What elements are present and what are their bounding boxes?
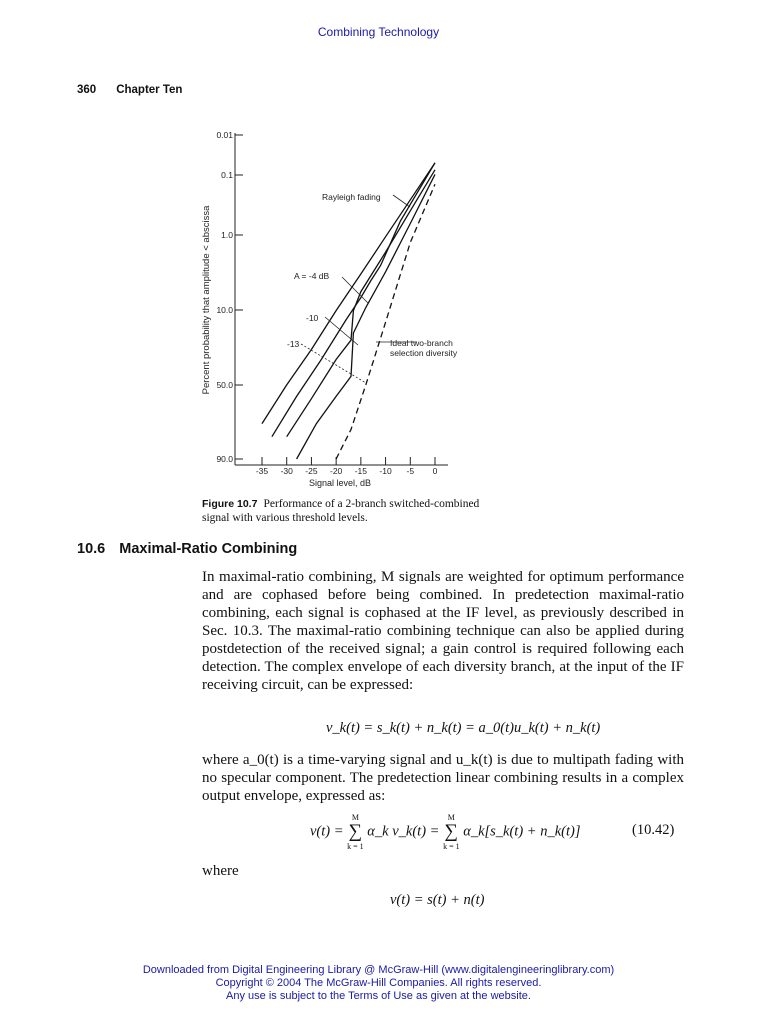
series-line-2	[272, 163, 435, 437]
y-axis-label: Percent probability that amplitude < abscissa	[201, 205, 212, 395]
annotation-ideal-line2: selection diversity	[390, 348, 458, 358]
x-ticks	[256, 457, 438, 476]
series-group	[262, 163, 435, 459]
x-tick-label: -10	[379, 466, 392, 476]
x-tick-label: -15	[354, 466, 368, 476]
y-ticks	[216, 130, 243, 464]
equation-10-42	[310, 812, 580, 852]
footer	[0, 964, 757, 1003]
chapter-title: Chapter Ten	[116, 84, 183, 96]
eq2-lhs: v(t) =	[310, 823, 344, 840]
top-link[interactable]: Combining Technology	[317, 25, 440, 39]
equation-3: v(t) = s(t) + n(t)	[390, 892, 485, 908]
x-tick-label: -25	[305, 466, 318, 476]
section-number: 10.6	[77, 541, 106, 557]
section-title: Maximal-Ratio Combining	[119, 541, 298, 557]
series-line-3	[287, 170, 435, 437]
figure-number: Figure 10.7	[202, 498, 258, 510]
footer-line-2: Copyright © 2004 The McGraw-Hill Companies. All rights reserved.	[215, 977, 542, 989]
x-tick-label: -35	[255, 466, 269, 476]
sum-upper-1: M	[351, 813, 359, 822]
annotation-rayleigh: Rayleigh fading	[322, 192, 381, 202]
x-tick-label: -5	[406, 466, 415, 476]
y-tick-label: 10.0	[216, 305, 233, 315]
figure-caption-text: Performance of a 2-branch switched-combined signal with various threshold levels.	[202, 498, 480, 524]
y-tick-label: 0.01	[216, 130, 233, 140]
sum-symbol-1: M ∑ k = 1	[347, 813, 364, 851]
figure-chart	[190, 125, 480, 495]
where-text: where	[202, 863, 239, 879]
section-heading	[77, 541, 297, 557]
paragraph-2: where a_0(t) is a time-varying signal and u_k(t) is due to multipath fading with no specular component. The predetection linear combining results in a complex output envelope, expressed as:	[202, 752, 684, 804]
equation-1: v_k(t) = s_k(t) + n_k(t) = a_0(t)u_k(t) + n_k(t)	[326, 720, 601, 736]
arrow-a4	[342, 277, 368, 303]
sum-symbol-2: M ∑ k = 1	[443, 813, 460, 851]
equation-number: (10.42)	[632, 822, 675, 838]
sum-upper-2: M	[447, 813, 455, 822]
y-tick-label: 0.1	[221, 170, 233, 180]
footer-line-1[interactable]: Downloaded from Digital Engineering Library @ McGraw-Hill (www.digitalengineeringlibrary.com)	[142, 964, 615, 976]
x-tick-label: -20	[329, 466, 343, 476]
sum-lower-1: k = 1	[347, 842, 364, 851]
annotation-ideal-line1: Ideal two-branch	[390, 338, 453, 348]
annotation-a4: A = -4 dB	[294, 271, 330, 281]
series-line-5	[336, 184, 435, 459]
figure-caption	[202, 497, 502, 525]
y-tick-label: 90.0	[216, 454, 233, 464]
arrow-rayleigh	[393, 195, 410, 207]
y-tick-label: 1.0	[221, 230, 233, 240]
page-number: 360	[77, 84, 97, 96]
eq2-term1: α_k v_k(t) =	[367, 823, 440, 840]
annotation-a10: -10	[306, 313, 319, 323]
x-tick-label: -30	[280, 466, 293, 476]
x-axis-label: Signal level, dB	[308, 478, 372, 488]
annotation-a13: -13	[287, 339, 300, 349]
annotations	[287, 192, 458, 383]
paragraph-1: In maximal-ratio combining, M signals are weighted for optimum performance and are cophased before being combined. In predetection maximal-ratio combining, each signal is cophased at the IF level, as previously described in Sec. 10.3. The maximal-ratio combining technique can also be applied during postdetection of the received signal; a gain control is required following each detection. The complex envelope of each diversity branch, at the input of the IF receiving circuit, can be expressed:	[202, 569, 684, 693]
sum-lower-2: k = 1	[443, 842, 460, 851]
eq2-term2: α_k[s_k(t) + n_k(t)]	[463, 823, 581, 840]
footer-line-3: Any use is subject to the Terms of Use as given at the website.	[226, 990, 531, 1002]
y-tick-label: 50.0	[216, 380, 233, 390]
running-head	[77, 84, 182, 96]
x-tick-label: 0	[432, 466, 438, 476]
